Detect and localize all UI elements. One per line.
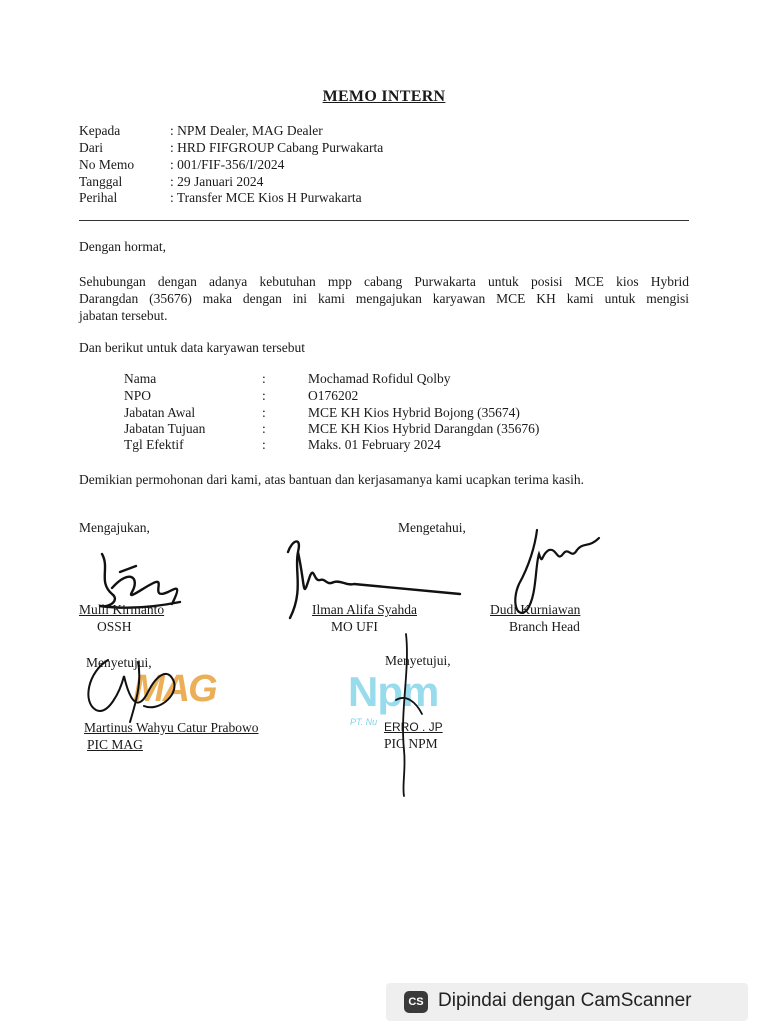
header-label-perihal: Perihal — [79, 190, 118, 205]
signer-role-2: MO UFI — [331, 619, 378, 634]
signature-npm-vertical — [392, 630, 432, 800]
closing-sentence: Demikian permohonan dari kami, atas bantuan dan kerjasamanya kami ucapkan terima kasih. — [79, 472, 584, 487]
mengajukan-label: Mengajukan, — [79, 520, 150, 535]
detail-value-jabatan-awal: MCE KH Kios Hybrid Bojong (35674) — [308, 405, 520, 420]
detail-label-nama: Nama — [124, 371, 157, 386]
header-label-kepada: Kepada — [79, 123, 121, 138]
signer-name-3: Dudi Kurniawan — [490, 602, 581, 617]
body-line: jabatan tersebut. — [79, 308, 168, 323]
camscanner-icon: CS — [404, 991, 428, 1013]
header-value-tanggal: : 29 Januari 2024 — [170, 174, 264, 189]
signer-name-2: Ilman Alifa Syahda — [312, 602, 417, 617]
header-label-dari: Dari — [79, 140, 103, 155]
approver-role-npm: PIC NPM — [384, 736, 438, 751]
greeting: Dengan hormat, — [79, 239, 166, 254]
header-value-dari: : HRD FIFGROUP Cabang Purwakarta — [170, 140, 384, 155]
header-value-kepada: : NPM Dealer, MAG Dealer — [170, 123, 323, 138]
header-divider — [79, 220, 689, 221]
mengetahui-label: Mengetahui, — [398, 520, 466, 535]
detail-colon: : — [262, 405, 266, 420]
body-line: Darangdan (35676) maka dengan ini kami mengajukan karyawan MCE KH kami untuk mengisi — [79, 291, 689, 306]
detail-colon: : — [262, 388, 266, 403]
signer-name-1: Mulli Kirmanto — [79, 602, 165, 617]
header-label-tanggal: Tanggal — [79, 174, 123, 189]
camscanner-text: Dipindai dengan CamScanner — [438, 990, 692, 1011]
detail-label-jabatan-awal: Jabatan Awal — [124, 405, 196, 420]
detail-colon: : — [262, 421, 266, 436]
detail-label-npo: NPO — [124, 388, 152, 403]
memo-title: MEMO INTERN — [322, 88, 446, 105]
approver-name-mag: Martinus Wahyu Catur Prabowo — [84, 720, 259, 735]
signer-role-3: Branch Head — [509, 619, 580, 634]
approver-name-npm: ERRO . JP — [384, 720, 443, 734]
approver-role-mag: PIC MAG — [87, 737, 143, 752]
detail-value-nama: Mochamad Rofidul Qolby — [308, 371, 451, 386]
signer-role-1: OSSH — [97, 619, 132, 634]
detail-colon: : — [262, 371, 266, 386]
mag-logo: MAG — [133, 668, 216, 710]
header-value-perihal: : Transfer MCE Kios H Purwakarta — [170, 190, 362, 205]
header-label-no-memo: No Memo — [79, 157, 135, 172]
body-line: Sehubungan dengan adanya kebutuhan mpp cabang Purwakarta untuk posisi MCE kios Hybrid — [79, 274, 689, 289]
detail-value-tgl-efektif: Maks. 01 February 2024 — [308, 437, 441, 452]
menyetujui-label-right: Menyetujui, — [385, 653, 451, 668]
detail-value-npo: O176202 — [308, 388, 359, 403]
header-value-no-memo: : 001/FIF-356/I/2024 — [170, 157, 285, 172]
detail-value-jabatan-tujuan: MCE KH Kios Hybrid Darangdan (35676) — [308, 421, 540, 436]
menyetujui-label-left: Menyetujui, — [86, 655, 152, 670]
detail-label-tgl-efektif: Tgl Efektif — [124, 437, 184, 452]
detail-label-jabatan-tujuan: Jabatan Tujuan — [124, 421, 206, 436]
detail-colon: : — [262, 437, 266, 452]
details-intro: Dan berikut untuk data karyawan tersebut — [79, 340, 306, 355]
npm-logo: Npm — [348, 668, 439, 715]
npm-logo-subtext: PT. Nu — [350, 717, 378, 727]
